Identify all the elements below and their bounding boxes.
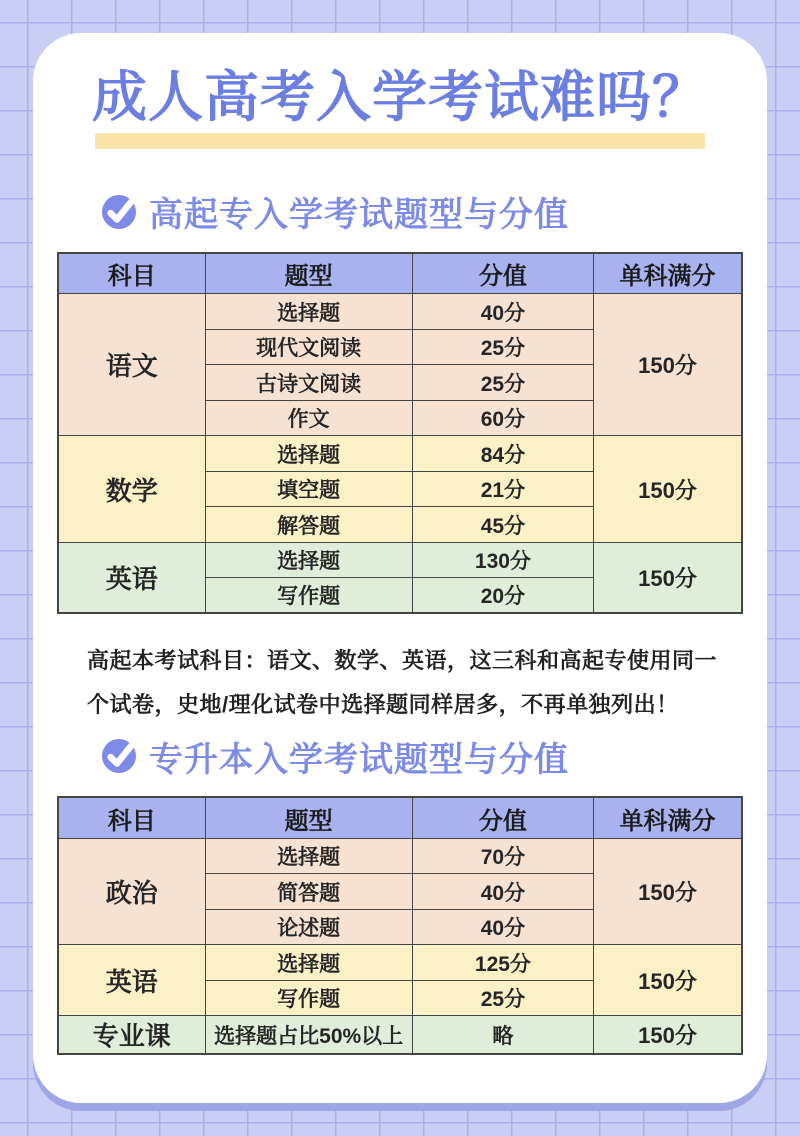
question-type-cell: 写作题 — [205, 980, 412, 1016]
total-score-cell: 150分 — [594, 436, 742, 543]
section-heading-zhuanshengben — [101, 735, 743, 777]
question-type-cell: 选择题占比50%以上 — [205, 1016, 412, 1055]
question-type-cell: 选择题 — [205, 945, 412, 981]
table-row — [58, 294, 742, 330]
score-cell: 40分 — [412, 874, 593, 910]
question-type-cell: 选择题 — [205, 294, 412, 330]
table-row — [58, 542, 742, 578]
column-header: 科目 — [58, 253, 205, 294]
score-cell: 40分 — [412, 294, 593, 330]
question-type-cell: 现代文阅读 — [205, 329, 412, 365]
total-score-cell: 150分 — [594, 945, 742, 1016]
score-cell: 125分 — [412, 945, 593, 981]
question-type-cell: 选择题 — [205, 542, 412, 578]
note-paragraph: 高起本考试科目：语文、数学、英语，这三科和高起专使用同一个试卷，史地/理化试卷中选择题同样居多，不再单独列出！ — [87, 648, 718, 718]
score-cell: 25分 — [412, 980, 593, 1016]
subject-cell: 专业课 — [58, 1016, 205, 1055]
subject-cell: 英语 — [58, 542, 205, 613]
question-type-cell: 解答题 — [205, 507, 412, 543]
page-title: 成人高考入学考试难吗？ — [91, 66, 708, 128]
score-table-zhuanshengben — [57, 796, 743, 1055]
question-type-cell: 古诗文阅读 — [205, 365, 412, 401]
column-header: 分值 — [412, 797, 593, 838]
question-type-cell: 简答题 — [205, 874, 412, 910]
subject-cell: 政治 — [58, 838, 205, 945]
question-type-cell: 选择题 — [205, 838, 412, 874]
table-row — [58, 838, 742, 874]
score-table-gaoqizhuan — [57, 252, 743, 615]
subject-cell: 语文 — [58, 294, 205, 436]
column-header: 题型 — [205, 797, 412, 838]
score-cell: 70分 — [412, 838, 593, 874]
subject-cell: 数学 — [58, 436, 205, 543]
score-cell: 45分 — [412, 507, 593, 543]
column-header: 单科满分 — [594, 253, 742, 294]
total-score-cell: 150分 — [594, 542, 742, 613]
question-type-cell: 作文 — [205, 400, 412, 436]
total-score-cell: 150分 — [594, 838, 742, 945]
score-cell: 略 — [412, 1016, 593, 1055]
subject-cell: 英语 — [58, 945, 205, 1016]
score-cell: 21分 — [412, 471, 593, 507]
total-score-cell: 150分 — [594, 294, 742, 436]
question-type-cell: 选择题 — [205, 436, 412, 472]
table-row — [58, 436, 742, 472]
section-heading-gaoqizhuan — [101, 191, 743, 233]
table-row — [58, 945, 742, 981]
score-cell: 60分 — [412, 400, 593, 436]
score-cell: 84分 — [412, 436, 593, 472]
column-header: 科目 — [58, 797, 205, 838]
question-type-cell: 写作题 — [205, 578, 412, 614]
header-row — [58, 253, 742, 294]
header-row — [58, 797, 742, 838]
total-score-cell: 150分 — [594, 1016, 742, 1055]
section-heading-label: 专升本入学考试题型与分值 — [149, 740, 569, 779]
score-cell: 130分 — [412, 542, 593, 578]
title-highlight-bar — [95, 133, 705, 149]
content-card — [33, 33, 767, 1103]
table-row — [58, 1016, 742, 1055]
question-type-cell: 填空题 — [205, 471, 412, 507]
section-heading-label: 高起专入学考试题型与分值 — [149, 196, 569, 235]
column-header: 单科满分 — [594, 797, 742, 838]
score-cell: 40分 — [412, 909, 593, 945]
check-circle-icon — [101, 194, 137, 230]
score-cell: 25分 — [412, 329, 593, 365]
check-circle-icon — [101, 738, 137, 774]
score-cell: 25分 — [412, 365, 593, 401]
column-header: 分值 — [412, 253, 593, 294]
column-header: 题型 — [205, 253, 412, 294]
score-cell: 20分 — [412, 578, 593, 614]
question-type-cell: 论述题 — [205, 909, 412, 945]
